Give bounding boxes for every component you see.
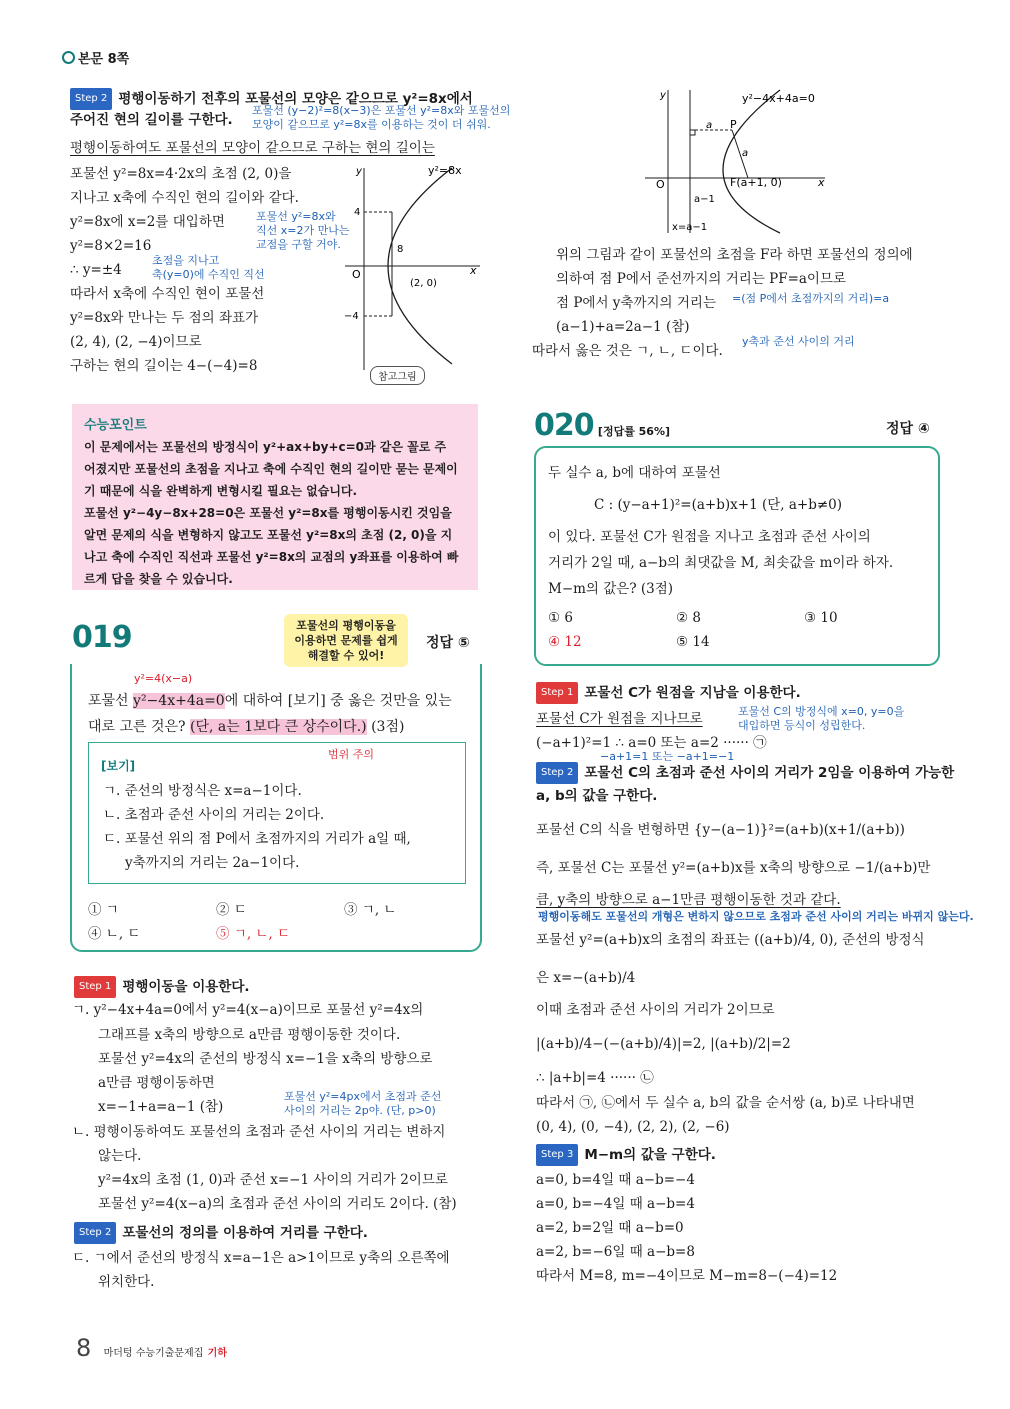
page-number: 8 — [76, 1334, 92, 1362]
problem-number-019: 019 — [72, 620, 132, 655]
text-line: ∴ y=±4 — [70, 262, 122, 278]
bogi-item: y축까지의 거리는 2a−1이다. — [125, 855, 300, 871]
svg-text:y: y — [660, 90, 666, 101]
svg-text:O: O — [656, 178, 665, 191]
axis-label: y — [356, 166, 362, 177]
text-line: (2, 4), (2, −4)이므로 — [70, 334, 202, 350]
sol019: Step 1 평행이동을 이용한다. ㄱ. y²−4x+4a=0에서 y²=4(x−a)이므로 포물선 y²=4x의 그래프를 x축의 방향으로 a만큼 평행이동한 것이다. 포물선 y²=4x의 준선의 방정식 x=−1을 x축의 방향으로 a만큼 평행이동하면 x=−1+a=a−1 (참) ㄴ. 평행이동하여도 포물선의 초점과 준선 사이의 거리는 변하지 않는다. y²=4x의 초점 (1, 0)과 준선 x=−1 사이의 거리가 2이므로 포물선 y²=4(x−a)의 초점과 준선 사이의 거리도 2이다. (참) 포물선 y²=4px에서 초점과 준선 사이의 거리는 2p야. (단, p>0) Step 2 포물선의 정의를 이용하여 거리를 구한다. ㄷ. ㄱ에서 준선의 방정식 x=a−1은 a>1이므로 y축의 오른쪽에 위치한다. — [74, 976, 494, 1302]
choice-correct[interactable]: ④ 12 — [548, 634, 582, 650]
exam-point-box: 수능포인트 이 문제에서는 포물선의 방정식이 y²+ax+by+c=0과 같은 꼴로 주 어졌지만 포물선의 초점을 지나고 축에 수직인 현의 길이만 묻는 문제이 기 때문에 식을 완벽하게 변형시킬 필요는 없습니다. 포물선 y²−4y−8x+28=0은 포물선 y²=8x를 평행이동시킨 것임을 알면 문제의 식을 변형하지 않고도 포물선 y²=8x의 초점 (2, 0)을 지 나고 축에 수직인 직선과 포물선 y²=8x의 교점의 y좌표를 이용하여 빠 르게 답을 찾을 수 있습니다. — [72, 404, 478, 590]
choice[interactable]: ⑤ 14 — [676, 634, 710, 650]
page-footer: 8 마더텅 수능기출문제집 기하 — [76, 1334, 227, 1362]
problem-header-020: 020 [정답률 56%] — [534, 408, 671, 443]
q020-box: 두 실수 a, b에 대하여 포물선 C : (y−a+1)²=(a+b)x+1 (단, a+b≠0) 이 있다. 포물선 C가 원점을 지나고 초점과 준선 사이의 거리가 2일 때, a−b의 최댓값을 M, 최솟값을 m이라 하자. M−m의 값은? (3점) ① 6 ② 8 ③ 10 ④ 12 ⑤ 14 — [534, 446, 940, 666]
note-2: 포물선 y²=8x와 직선 x=2가 만나는 교점을 구할 거야. — [256, 210, 350, 251]
tick-label: 8 — [397, 244, 404, 255]
tick-label: −4 — [344, 311, 359, 322]
choice[interactable]: ④ ㄴ, ㄷ — [88, 926, 141, 942]
note-pf: =(점 P에서 초점까지의 거리)=a — [732, 292, 890, 305]
page-header — [62, 48, 129, 67]
q019-frame — [70, 664, 482, 952]
svg-text:P: P — [730, 118, 737, 131]
svg-text:a: a — [742, 148, 749, 159]
axis-label: x — [470, 264, 477, 277]
note-3: 초점을 지나고 축(y=0)에 수직인 직선 — [152, 254, 265, 281]
curve-label: y²=8x — [428, 164, 462, 177]
text-line: 지나고 x축에 수직인 현의 길이와 같다. — [70, 190, 299, 206]
point-title: 수능포인트 — [84, 418, 147, 433]
note-1: 포물선 (y−2)²=8(x−3)은 포물선 y²=8x와 포물선의 모양이 같으므로 y²=8x를 이용하는 것이 더 쉬워. — [252, 104, 511, 131]
ref-figure-label: 참고그림 — [370, 366, 425, 385]
choice[interactable]: ① ㄱ — [88, 902, 119, 918]
origin-label: O — [352, 268, 361, 281]
text-line: y²=8x에 x=2를 대입하면 — [70, 214, 225, 230]
circle-bullet-icon — [62, 51, 75, 64]
note-axis: y축과 준선 사이의 거리 — [742, 335, 855, 348]
bogi-item: ㄷ. 포물선 위의 점 P에서 초점까지의 거리가 a일 때, — [103, 831, 411, 847]
header-label: 본문 8쪽 — [78, 52, 130, 67]
text-line: y²=8×2=16 — [70, 238, 152, 254]
svg-text:x: x — [818, 176, 825, 189]
svg-text:a−1: a−1 — [694, 194, 715, 205]
parabola-graph-right — [640, 88, 840, 238]
svg-text:x=a−1: x=a−1 — [672, 222, 708, 233]
step2-title: Step 2 평행이동하기 전후의 포물선의 모양은 같으므로 y²=8x에서 — [70, 88, 473, 110]
text-line: 평행이동하여도 포물선의 모양이 같으므로 구하는 현의 길이는 — [70, 140, 435, 156]
bogi-item: ㄱ. 준선의 방정식은 x=a−1이다. — [103, 783, 302, 799]
text-line: 따라서 x축에 수직인 현이 포물선 — [70, 286, 265, 302]
step-badge: Step 2 — [70, 88, 112, 110]
choice[interactable]: ① 6 — [548, 610, 573, 626]
text-line: y²=8x와 만나는 두 점의 좌표가 — [70, 310, 259, 326]
bogi-box: [보기] ㄱ. 준선의 방정식은 x=a−1이다. ㄴ. 초점과 준선 사이의 거리는 2이다. ㄷ. 포물선 위의 점 P에서 초점까지의 거리가 a일 때, y축까지의 거리는 2a−1이다. — [88, 742, 466, 884]
hint-top: y²=4(x−a) — [134, 672, 193, 685]
q019-stem: 포물선 y²−4x+4a=0에 대하여 [보기] 중 옳은 것만을 있는 대로 고른 것은? (단, a는 1보다 큰 상수이다.) (3점) — [88, 693, 452, 735]
text-line: 포물선 y²=8x=4·2x의 초점 (2, 0)을 — [70, 166, 292, 182]
svg-text:F(a+1, 0): F(a+1, 0) — [730, 176, 782, 189]
focus-label: (2, 0) — [410, 278, 437, 289]
bogi-item: ㄴ. 초점과 준선 사이의 거리는 2이다. — [103, 807, 325, 823]
text-line: 구하는 현의 길이는 4−(−4)=8 — [70, 358, 258, 374]
svg-text:y²−4x+4a=0: y²−4x+4a=0 — [742, 92, 815, 105]
hint-bubble: 포물선의 평행이동을 이용하면 문제를 쉽게 해결할 수 있어! — [284, 614, 408, 667]
parabola-graph-left — [340, 160, 490, 380]
choice[interactable]: ② 8 — [676, 610, 701, 626]
answer-020: 정답 ④ — [886, 421, 930, 437]
right-top-text: 위의 그림과 같이 포물선의 초점을 F라 하면 포물선의 정의에 의하여 점 P에서 준선까지의 거리는 PF=a이므로 점 P에서 y축까지의 거리는 (a−1)+a=2a−1 (참) 따라서 옳은 것은 ㄱ, ㄴ, ㄷ이다. — [532, 247, 913, 359]
choice[interactable]: ② ㄷ — [216, 902, 247, 918]
sol020: Step 1 포물선 C가 원점을 지남을 이용한다. 포물선 C가 원점을 지나므로 (−a+1)²=1 ∴ a=0 또는 a=2 ······ ㉠ 포물선 C의 방정식에 x=0, y=0을 대입하면 등식이 성립한다. −a+1=1 또는 −a+1=−1 Step 2 포물선 C의 초점과 준선 사이의 거리가 2임을 이용하여 가능한 a, b의 값을 구한다. 포물선 C의 식을 변형하면 {y−(a−1)}²=(a+b)(x+1/(a+b)) 즉, 포물선 C는 포물선 y²=(a+b)x를 x축의 방향으로 −1/(a+b)만 큼, y축의 방향으로 a−1만큼 평행이동한 것과 같다. 평행이동해도 포물선의 개형은 변하지 않으므로 초점과 준선 사이의 거리는 바뀌지 않는다. 포물선 y²=(a+b)x의 초점의 좌표는 ((a+b)/4, 0), 준선의 방정식 은 x=−(a+b)/4 이때 초점과 준선 사이의 거리가 2이므로 |(a+b)/4−(−(a+b)/4)|=2, |(a+b)/2|=2 ∴ |a+b|=4 ······ ㉡ 따라서 ㉠, ㉡에서 두 실수 a, b의 값을 순서쌍 (a, b)로 나타내면 (0, 4), (0, −4), (2, 2), (2, −6) Step 3 M−m의 값을 구한다. a=0, b=4일 때 a−b=−4 a=0, b=−4일 때 a−b=4 a=2, b=2일 때 a−b=0 a=2, b=−6일 때 a−b=8 따라서 M=8, m=−4이므로 M−m=8−(−4)=12 — [536, 682, 956, 1292]
svg-text:a: a — [706, 120, 713, 131]
step2-title-cont: 주어진 현의 길이를 구한다. — [70, 112, 233, 128]
hint-range: 범위 주의 — [328, 748, 375, 761]
choice[interactable]: ③ ㄱ, ㄴ — [344, 902, 397, 918]
answer-019: 정답 ⑤ — [426, 635, 470, 651]
choice[interactable]: ③ 10 — [804, 610, 838, 626]
choice-correct[interactable]: ⑤ ㄱ, ㄴ, ㄷ — [216, 926, 291, 942]
tick-label: 4 — [354, 207, 361, 218]
